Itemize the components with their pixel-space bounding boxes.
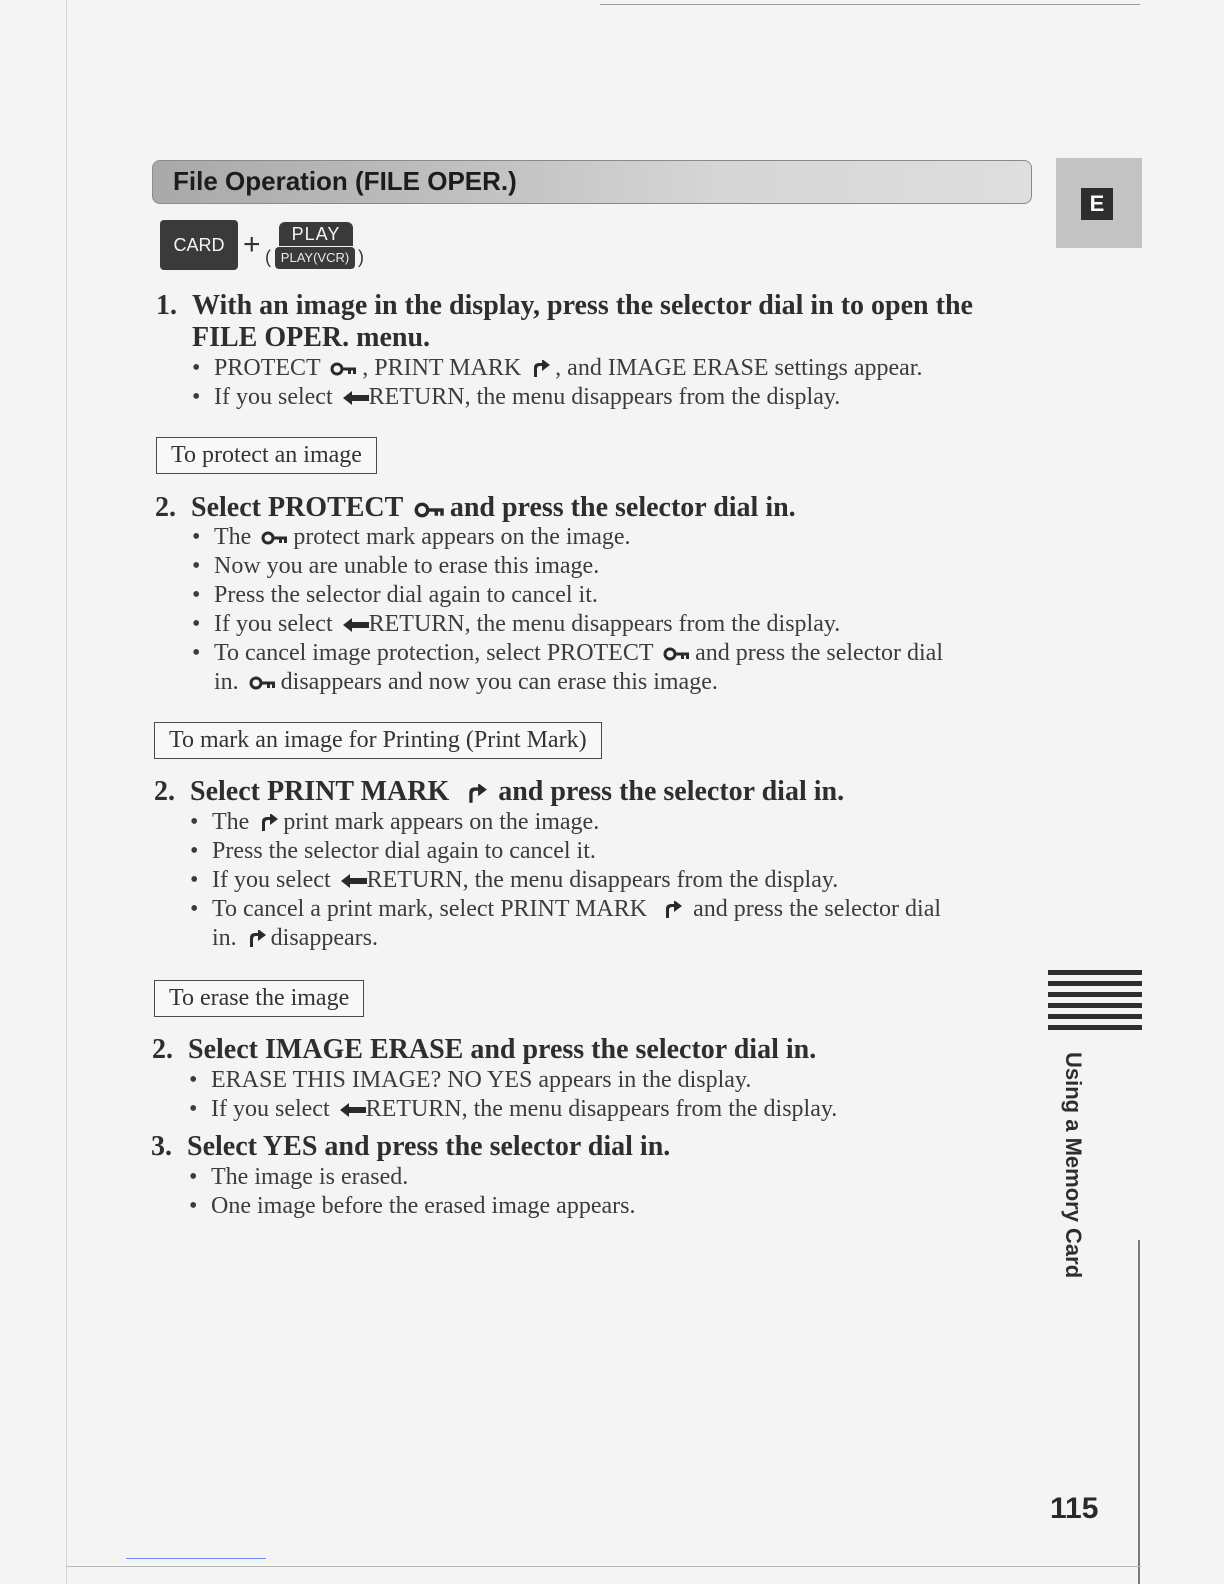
print-mark-icon bbox=[663, 901, 683, 919]
step-print-heading: 2. Select PRINT MARK and press the selector dial in. bbox=[154, 776, 845, 807]
section-title-bar bbox=[152, 160, 1032, 204]
list-item-continued: in. disappears and now you can erase this image. bbox=[214, 669, 718, 695]
list-item: • To cancel image protection, select PROTECT and press the selector dial bbox=[192, 639, 943, 668]
list-item: • If you select RETURN, the menu disappears from the display. bbox=[192, 610, 943, 639]
list-item: • The image is erased. bbox=[189, 1163, 635, 1192]
list-item: • The print mark appears on the image. bbox=[190, 808, 941, 837]
step-protect-bullets bbox=[192, 523, 943, 697]
page-edge-right bbox=[1138, 1240, 1140, 1584]
subheading-print-mark: To mark an image for Printing (Print Mark) bbox=[154, 722, 602, 759]
list-item: • If you select RETURN, the menu disappears from the display. bbox=[190, 866, 941, 895]
step-number: 3. bbox=[151, 1131, 172, 1162]
side-stripes bbox=[1048, 970, 1142, 1036]
step-print-bullets bbox=[190, 808, 941, 953]
chapter-side-label: Using a Memory Card bbox=[1061, 1052, 1086, 1279]
play-vcr-button: PLAY(VCR) bbox=[275, 247, 355, 269]
section-title: File Operation (FILE OPER.) bbox=[173, 166, 517, 196]
key-icon bbox=[663, 647, 691, 661]
print-mark-icon bbox=[531, 360, 551, 378]
key-icon bbox=[330, 362, 358, 376]
step-number: 2. bbox=[152, 1034, 173, 1065]
scan-mark-line bbox=[126, 1558, 266, 1559]
list-item-continued: in. disappears. bbox=[212, 925, 378, 951]
step-number: 2. bbox=[155, 492, 176, 523]
step-number: 2. bbox=[154, 776, 175, 807]
card-button: CARD bbox=[160, 220, 238, 270]
list-item: • If you select RETURN, the menu disappears from the display. bbox=[192, 383, 922, 412]
chapter-tab bbox=[1056, 158, 1142, 248]
step-1-line2: FILE OPER. menu. bbox=[192, 322, 431, 353]
step-number: 1. bbox=[156, 290, 177, 321]
page-edge-top bbox=[600, 4, 1140, 5]
return-arrow-icon bbox=[343, 391, 369, 405]
step-protect-heading: 2. Select PROTECT and press the selector dial in. bbox=[155, 492, 796, 523]
step-1-heading bbox=[156, 290, 1026, 354]
page-edge-left bbox=[66, 0, 67, 1584]
page-number: 115 bbox=[1050, 1492, 1099, 1525]
subheading-protect: To protect an image bbox=[156, 437, 377, 474]
print-mark-icon bbox=[247, 930, 267, 948]
return-arrow-icon bbox=[343, 618, 369, 632]
list-item: • The protect mark appears on the image. bbox=[192, 523, 943, 552]
list-item: • PROTECT , PRINT MARK , and IMAGE ERASE settings appear. bbox=[192, 354, 922, 383]
key-icon bbox=[261, 531, 289, 545]
print-mark-icon bbox=[259, 814, 279, 832]
list-item: • Now you are unable to erase this image. bbox=[192, 552, 943, 581]
paren-open: ( bbox=[265, 247, 271, 267]
list-item: • One image before the erased image appears. bbox=[189, 1192, 635, 1221]
paren-close: ) bbox=[358, 247, 364, 267]
plus-sign: + bbox=[243, 228, 261, 261]
step-erase-title: Select IMAGE ERASE and press the selector dial in. bbox=[188, 1034, 817, 1065]
key-icon bbox=[414, 502, 446, 518]
step-3-title: Select YES and press the selector dial in. bbox=[187, 1131, 671, 1162]
return-arrow-icon bbox=[340, 1103, 366, 1117]
list-item: • Press the selector dial again to cancel it. bbox=[192, 581, 943, 610]
subheading-erase: To erase the image bbox=[154, 980, 364, 1017]
list-item: • To cancel a print mark, select PRINT MARK and press the selector dial bbox=[190, 895, 941, 924]
chapter-tab-letter: E bbox=[1081, 188, 1113, 220]
step-1-bullets bbox=[192, 354, 922, 412]
page-edge-bottom bbox=[66, 1566, 1141, 1567]
list-item: • Press the selector dial again to cancel it. bbox=[190, 837, 941, 866]
play-button: PLAY bbox=[279, 222, 353, 246]
list-item: • ERASE THIS IMAGE? NO YES appears in the display. bbox=[189, 1066, 837, 1095]
step-3-heading bbox=[151, 1131, 1021, 1163]
step-erase-heading bbox=[152, 1034, 1022, 1066]
step-erase-bullets bbox=[189, 1066, 837, 1124]
key-icon bbox=[249, 676, 277, 690]
return-arrow-icon bbox=[341, 874, 367, 888]
print-mark-icon bbox=[466, 784, 488, 804]
step-3-bullets bbox=[189, 1163, 635, 1221]
list-item: • If you select RETURN, the menu disappears from the display. bbox=[189, 1095, 837, 1124]
step-1-line1: With an image in the display, press the selector dial in to open the bbox=[192, 290, 973, 321]
